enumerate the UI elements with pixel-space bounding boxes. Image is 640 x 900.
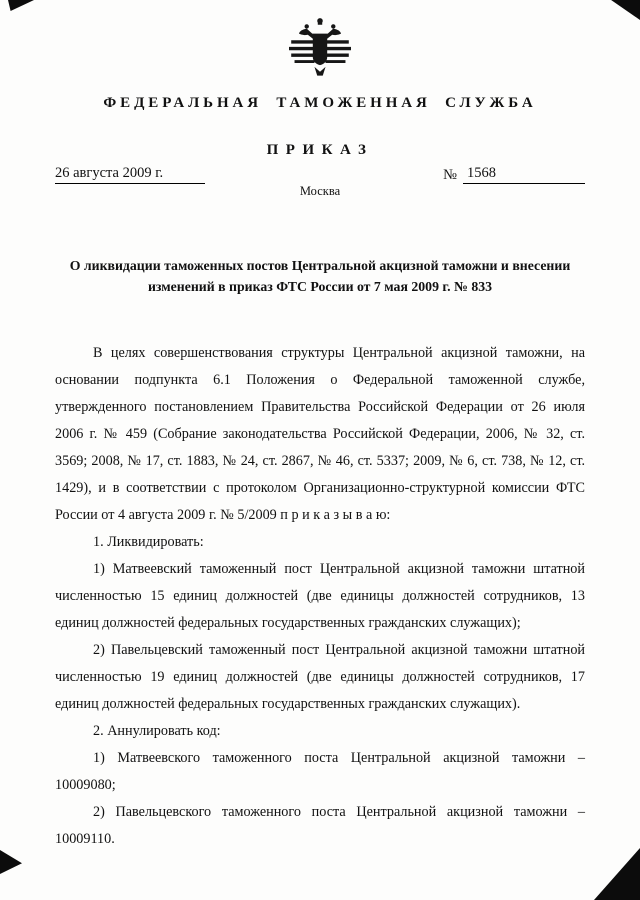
document-title: О ликвидации таможенных постов Центральной акцизной таможни и внесении изменений в приказ ФТС России от 7 мая 2009 г. № 833 (69, 258, 571, 295)
scan-artifact-bottom-right (594, 848, 640, 900)
organization-name: ФЕДЕРАЛЬНАЯ ТАМОЖЕННАЯ СЛУЖБА (103, 95, 537, 111)
paragraph: 2) Павельцевский таможенный пост Центральной акцизной таможни штатной численностью 19 единиц должностей (две единицы должностей сотрудников, 17 единиц должностей федеральных государственных гражданских служащих). (55, 641, 585, 712)
paragraph: 2) Павельцевского таможенного поста Центральной акцизной таможни – 10009110. (55, 803, 585, 847)
paragraph: 2. Аннулировать код: (93, 722, 221, 739)
document-body (55, 340, 585, 853)
coat-of-arms-double-eagle-icon (285, 17, 355, 79)
document-type-heading: ПРИКАЗ (266, 142, 374, 158)
document-date: 26 августа 2009 г. (55, 165, 205, 184)
paragraph: В целях совершенствования структуры Центральной акцизной таможни, на основании подпункта 6.1 Положения о Федеральной таможенной службе, утвержденного постановлением Правительства Российской Федерации от 26 июля 2006 г. № 459 (Собрание законодательства Российской Федерации, 2006, № 32, ст. 3569; 2008, № 17, ст. 1883, № 24, ст. 2867, № 46, ст. 5337; 2009, № 6, ст. 738, № 12, ст. 1429), и в соответствии с протоколом Организационно-структурной комиссии ФТС России от 4 августа 2009 г. № 5/2009 п р и к а з ы в а ю: (55, 344, 585, 523)
city-label: Москва (299, 184, 341, 198)
emblem-area (0, 0, 640, 79)
number-sign: № (443, 167, 457, 183)
paragraph: 1) Матвеевского таможенного поста Центральной акцизной таможни – 10009080; (55, 749, 585, 793)
document-number: 1568 (463, 165, 585, 184)
paragraph: 1) Матвеевский таможенный пост Центральной акцизной таможни штатной численностью 15 единиц должностей (две единицы должностей сотрудников, 13 единиц должностей федеральных государственных гражданских служащих); (55, 560, 585, 631)
document-number-group (443, 165, 585, 184)
date-number-row (55, 165, 585, 184)
scan-artifact-bottom-left (0, 850, 22, 874)
paragraph: 1. Ликвидировать: (93, 533, 204, 550)
